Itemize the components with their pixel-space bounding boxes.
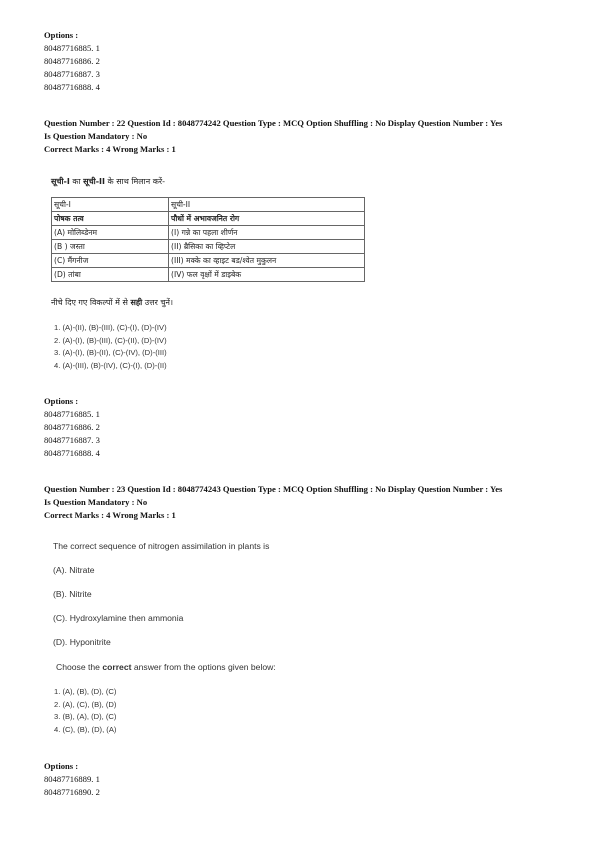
answer-choice: 2. (A), (C), (B), (D): [54, 699, 117, 709]
q22-choices: [54, 322, 167, 372]
table-cell: (II) ब्रैसिका का व्हिप्टेल: [169, 240, 365, 254]
table-row: [52, 212, 365, 226]
table-cell: (B ) जस्ता: [52, 240, 169, 254]
option-id: 80487716886. 2: [44, 422, 100, 432]
table-row: [52, 226, 365, 240]
q23-options: [44, 760, 564, 799]
q23-item: (C). Hydroxylamine then ammonia: [53, 613, 184, 623]
option-id: 80487716886. 2: [44, 56, 100, 66]
table-header-cell: सूची-I: [52, 198, 169, 212]
question-meta: Question Number : 23 Question Id : 8048774243 Question Type : MCQ Option Shuffling : No Display Question Number : Yes: [44, 484, 503, 494]
option-id: 80487716887. 3: [44, 435, 100, 445]
match-table: [51, 197, 365, 282]
options-label: Options :: [44, 30, 79, 40]
table-cell: (A) मोलिब्डेनम: [52, 226, 169, 240]
question-meta: Question Number : 22 Question Id : 8048774242 Question Type : MCQ Option Shuffling : No Display Question Number : Yes: [44, 118, 503, 128]
answer-choice: 2. (A)-(I), (B)-(III), (C)-(II), (D)-(IV): [54, 335, 167, 345]
table-subheader-cell: पौधों में अभावजनित रोग: [169, 212, 365, 226]
q23-choices: [54, 686, 116, 736]
table-row: [52, 240, 365, 254]
q23-item: (B). Nitrite: [53, 589, 92, 599]
table-row: [52, 268, 365, 282]
previous-question-options: [44, 29, 564, 94]
options-label: Options :: [44, 761, 79, 771]
list-1-label: सूची-I: [51, 177, 70, 186]
q22-choose-instruction: नीचे दिए गए विकल्पों में से सही उत्तर चुनें।: [51, 298, 173, 307]
options-label: Options :: [44, 396, 79, 406]
q23-header: [44, 483, 564, 522]
answer-choice: 3. (A)-(I), (B)-(II), (C)-(IV), (D)-(III): [54, 348, 167, 357]
option-id: 80487716888. 4: [44, 82, 100, 92]
list-2-label: सूची-II: [83, 177, 106, 186]
question-mandatory: Is Question Mandatory : No: [44, 497, 148, 507]
answer-choice: 4. (A)-(III), (B)-(IV), (C)-(I), (D)-(II): [54, 360, 167, 370]
option-id: 80487716890. 2: [44, 787, 100, 797]
table-row: [52, 254, 365, 268]
table-row: [52, 198, 365, 212]
answer-choice: 3. (B), (A), (D), (C): [54, 712, 117, 721]
option-id: 80487716889. 1: [44, 774, 100, 784]
option-id: 80487716885. 1: [44, 43, 100, 53]
table-cell: (I) गन्ने का पहला शीर्णन: [169, 226, 365, 240]
table-cell: (III) मक्के का व्हाइट बड/श्वेत मुकुलन: [169, 254, 365, 268]
option-id: 80487716887. 3: [44, 69, 100, 79]
option-id: 80487716885. 1: [44, 409, 100, 419]
q23-item: (A). Nitrate: [53, 565, 95, 575]
q22-options: [44, 395, 564, 460]
q22-instruction: सूची-I का सूची-II के साथ मिलान करें-: [51, 177, 166, 186]
answer-choice: 1. (A), (B), (D), (C): [54, 687, 117, 696]
question-mandatory: Is Question Mandatory : No: [44, 131, 148, 141]
answer-choice: 4. (C), (B), (D), (A): [54, 724, 117, 734]
q22-header: [44, 117, 564, 156]
table-cell: (D) तांबा: [52, 268, 169, 282]
option-id: 80487716888. 4: [44, 448, 100, 458]
answer-choice: 1. (A)-(II), (B)-(III), (C)-(I), (D)-(IV): [54, 323, 167, 332]
q23-item: (D). Hyponitrite: [53, 637, 111, 647]
table-subheader-cell: पोषक तत्व: [52, 212, 169, 226]
table-cell: (IV) फल वृक्षों में डाइबेक: [169, 268, 365, 282]
question-marks: Correct Marks : 4 Wrong Marks : 1: [44, 510, 176, 520]
q23-choose-instruction: Choose the correct answer from the options given below:: [56, 662, 276, 672]
table-header-cell: सूची-II: [169, 198, 365, 212]
q23-question-text: The correct sequence of nitrogen assimilation in plants is: [53, 541, 270, 551]
table-cell: (C) मैंगनीज: [52, 254, 169, 268]
question-marks: Correct Marks : 4 Wrong Marks : 1: [44, 144, 176, 154]
